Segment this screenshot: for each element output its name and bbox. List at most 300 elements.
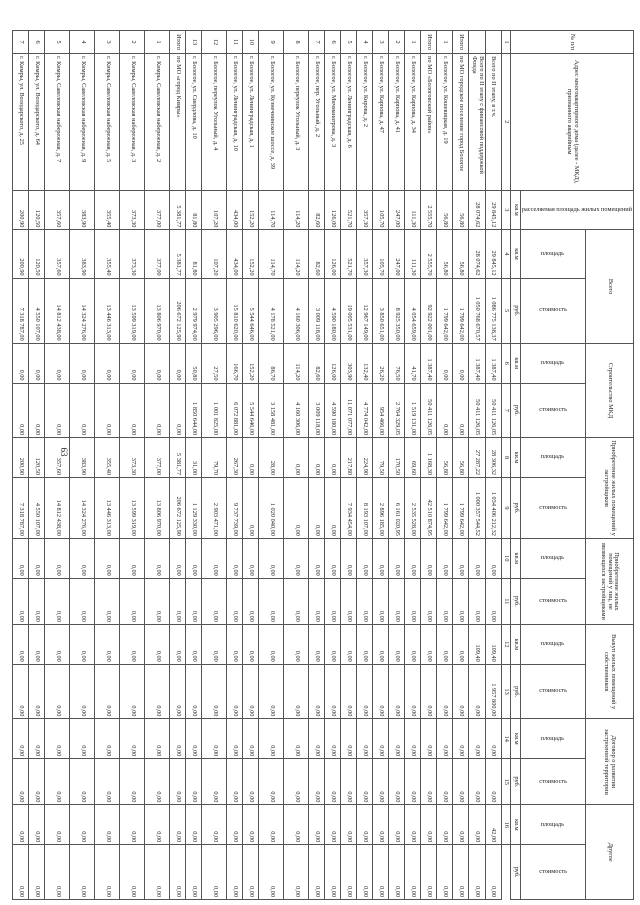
cell-area: 0,00 — [469, 719, 485, 759]
cell-area: 76,50 — [389, 343, 405, 383]
header-group-developers: Приобретение жилых помещений у застройщиков — [585, 438, 633, 539]
row-area-resettled: 357,60 — [45, 190, 70, 230]
header-unit-rub: руб. — [511, 664, 521, 719]
table-row — [469, 31, 485, 900]
cell-cost: 0,00 — [45, 845, 70, 900]
cell-area: 120,50 — [29, 230, 45, 278]
header-unit-rub: руб. — [511, 759, 521, 805]
cell-area: 0,00 — [202, 805, 227, 845]
cell-cost: 0,00 — [325, 759, 341, 805]
cell-area: 0,00 — [29, 538, 45, 578]
cell-cost: 0,00 — [145, 383, 170, 438]
cell-cost: 0,00 — [405, 578, 421, 624]
cell-area: 152,20 — [243, 230, 259, 278]
header-column-number: 12 — [501, 624, 511, 664]
cell-cost: 0,00 — [389, 759, 405, 805]
cell-cost: 0,00 — [437, 383, 453, 438]
cell-area: 114,70 — [259, 230, 284, 278]
document-page — [18, 30, 634, 900]
cell-area: 126,00 — [325, 230, 341, 278]
header-group-total: Всего — [585, 230, 633, 343]
cell-area: 0,00 — [325, 538, 341, 578]
cell-cost: 0,00 — [13, 578, 29, 624]
row-address: г. Кимры, ул. Володарского, д. 25 — [13, 54, 29, 190]
cell-cost: 0,00 — [170, 845, 186, 900]
cell-cost: 0,00 — [437, 578, 453, 624]
cell-area: 82,60 — [309, 230, 325, 278]
cell-area: 105,70 — [373, 230, 389, 278]
cell-cost: 0,00 — [170, 578, 186, 624]
cell-area: 0,00 — [227, 805, 243, 845]
header-column-number: 13 — [501, 664, 511, 719]
cell-area: 81,80 — [186, 230, 202, 278]
cell-cost: 12 967 149,00 — [357, 278, 373, 343]
row-number — [485, 31, 501, 54]
cell-area: 5 381,77 — [170, 230, 186, 278]
cell-area: 86,70 — [259, 343, 284, 383]
cell-cost: 0,00 — [357, 845, 373, 900]
cell-cost: 0,00 — [95, 578, 120, 624]
cell-area: 114,20 — [284, 230, 309, 278]
cell-cost: 11 071 077,00 — [341, 383, 357, 438]
cell-cost: 0,00 — [186, 664, 202, 719]
cell-area: 41,70 — [405, 343, 421, 383]
cell-cost: 0,00 — [485, 845, 501, 900]
cell-area: 0,00 — [453, 624, 469, 664]
cell-cost: 0,00 — [13, 845, 29, 900]
cell-area: 0,00 — [29, 343, 45, 383]
cell-cost: 4 590 180,00 — [325, 383, 341, 438]
header-unit-sqm: кв.м — [511, 438, 521, 478]
table-row — [421, 31, 437, 900]
cell-area: 26,20 — [373, 343, 389, 383]
cell-cost: 0,00 — [437, 664, 453, 719]
row-address: г. Бологое, ул. Карпова, д. 41 — [389, 54, 405, 190]
table-row — [259, 31, 284, 900]
cell-area: 434,00 — [227, 230, 243, 278]
cell-area: 0,00 — [437, 719, 453, 759]
cell-area: 1 387,40 — [421, 343, 437, 383]
cell-area: 107,20 — [202, 230, 227, 278]
cell-area: 303,90 — [341, 343, 357, 383]
cell-cost: 0,00 — [95, 383, 120, 438]
cell-cost: 0,00 — [145, 578, 170, 624]
cell-cost: 0,00 — [70, 845, 95, 900]
cell-area: 521,70 — [341, 230, 357, 278]
cell-area: 0,00 — [145, 719, 170, 759]
header-sub-cost: стоимость — [520, 278, 585, 343]
cell-area: 0,00 — [13, 719, 29, 759]
cell-cost: 4 590 180,00 — [325, 278, 341, 343]
housing-program-table — [12, 30, 634, 900]
cell-cost: 0,00 — [284, 664, 309, 719]
cell-cost: 0,00 — [421, 845, 437, 900]
cell-area: 152,20 — [243, 343, 259, 383]
cell-area: 0,00 — [13, 343, 29, 383]
row-area-resettled: 82,60 — [309, 190, 325, 230]
header-column-number: 10 — [501, 538, 511, 578]
row-address: г. Бологое, ул. Карпова, д. 34 — [405, 54, 421, 190]
cell-area: 0,00 — [437, 805, 453, 845]
header-column-number: 9 — [501, 478, 511, 539]
cell-cost: 0,00 — [202, 664, 227, 719]
cell-cost: 7 318 787,00 — [13, 278, 29, 343]
cell-cost: 0,00 — [243, 478, 259, 539]
cell-cost: 0,00 — [373, 578, 389, 624]
cell-cost: 3 905 296,00 — [202, 278, 227, 343]
cell-cost: 0,00 — [259, 845, 284, 900]
cell-area: 0,00 — [421, 538, 437, 578]
cell-cost: 0,00 — [389, 845, 405, 900]
cell-cost: 8 193 107,00 — [357, 478, 373, 539]
cell-area: 0,00 — [145, 343, 170, 383]
table-row — [243, 31, 259, 900]
cell-area: 31,00 — [186, 438, 202, 478]
cell-cost: 0,00 — [70, 664, 95, 719]
header-sub-area: площадь — [520, 805, 585, 845]
cell-cost: 0,00 — [13, 759, 29, 805]
cell-cost: 0,00 — [469, 578, 485, 624]
table-row — [309, 31, 325, 900]
cell-cost: 6 072 881,00 — [227, 383, 243, 438]
cell-cost: 1 799 642,00 — [453, 278, 469, 343]
row-area-resettled: 373,30 — [120, 190, 145, 230]
cell-area: 0,00 — [70, 343, 95, 383]
cell-cost: 2 535 528,00 — [405, 478, 421, 539]
row-number: 9 — [259, 31, 284, 54]
cell-cost: 0,00 — [120, 845, 145, 900]
cell-cost: 0,00 — [325, 478, 341, 539]
cell-cost: 6 161 020,95 — [389, 478, 405, 539]
cell-area: 0,00 — [421, 624, 437, 664]
row-number: 3 — [95, 31, 120, 54]
cell-area: 0,00 — [227, 624, 243, 664]
cell-area: 0,00 — [95, 805, 120, 845]
cell-cost: 4 178 521,00 — [259, 278, 284, 343]
cell-area: 5 381,77 — [170, 438, 186, 478]
cell-cost: 0,00 — [284, 578, 309, 624]
header-sub-area: площадь — [520, 230, 585, 278]
cell-cost: 0,00 — [29, 759, 45, 805]
cell-area: 0,00 — [373, 805, 389, 845]
table-row — [373, 31, 389, 900]
cell-area: 0,00 — [259, 538, 284, 578]
cell-area: 0,00 — [243, 438, 259, 478]
cell-area: 0,00 — [284, 719, 309, 759]
cell-cost: 1 850 644,00 — [186, 383, 202, 438]
table-row — [341, 31, 357, 900]
cell-cost: 0,00 — [145, 664, 170, 719]
cell-cost: 0,00 — [341, 759, 357, 805]
row-number: 7 — [309, 31, 325, 54]
header-column-number: 4 — [501, 230, 511, 278]
cell-cost: 0,00 — [453, 759, 469, 805]
header-group-buyout: Выкуп жилых помещений у собственников — [585, 624, 633, 718]
cell-area: 0,00 — [243, 719, 259, 759]
cell-area: 0,00 — [325, 805, 341, 845]
cell-cost: 0,00 — [170, 664, 186, 719]
cell-cost: 0,00 — [120, 578, 145, 624]
header-column-number: 3 — [501, 190, 511, 230]
cell-area: 1 387,40 — [469, 343, 485, 383]
cell-area: 200,90 — [13, 438, 29, 478]
page-number: 63 — [59, 447, 69, 457]
cell-cost: 50 411 126,05 — [469, 383, 485, 438]
table-row — [120, 31, 145, 900]
row-area-resettled: 111,30 — [405, 190, 421, 230]
cell-cost: 0,00 — [284, 478, 309, 539]
cell-cost: 19 005 531,00 — [341, 278, 357, 343]
row-number: 3 — [373, 31, 389, 54]
row-area-resettled: 29 845,12 — [485, 190, 501, 230]
header-sub-area: площадь — [520, 624, 585, 664]
cell-cost: 0,00 — [325, 578, 341, 624]
cell-area: 383,90 — [70, 438, 95, 478]
cell-cost: 0,00 — [45, 383, 70, 438]
cell-area: 217,80 — [341, 438, 357, 478]
row-address: г. Бологое, ул. Свердлова, д. 10 — [186, 54, 202, 190]
row-area-resettled: 28 074,62 — [469, 190, 485, 230]
cell-area: 0,00 — [95, 538, 120, 578]
cell-area: 200,90 — [13, 230, 29, 278]
row-address: по МО «город Кимры» — [170, 54, 186, 190]
rotated-table-container — [18, 30, 634, 900]
header-sub-area: площадь — [520, 719, 585, 759]
header-no: № п/п — [511, 31, 634, 54]
cell-area: 0,00 — [120, 719, 145, 759]
row-area-resettled: 434,00 — [227, 190, 243, 230]
cell-cost: 0,00 — [45, 578, 70, 624]
header-column-number: 15 — [501, 759, 511, 805]
cell-cost: 1 086 775 138,37 — [485, 278, 501, 343]
cell-cost: 1 020 040,00 — [259, 478, 284, 539]
cell-cost: 0,00 — [405, 759, 421, 805]
cell-area: 0,00 — [453, 719, 469, 759]
cell-area: 0,00 — [259, 805, 284, 845]
table-row — [29, 31, 45, 900]
cell-area: 132,40 — [357, 343, 373, 383]
cell-area: 28,00 — [259, 438, 284, 478]
cell-cost: 1 050 768 670,57 — [469, 278, 485, 343]
cell-area: 0,00 — [170, 719, 186, 759]
table-header — [501, 31, 633, 900]
cell-area: 0,00 — [70, 719, 95, 759]
row-number: 1 — [145, 31, 170, 54]
cell-cost: 0,00 — [186, 578, 202, 624]
table-row — [437, 31, 453, 900]
cell-cost: 0,00 — [45, 664, 70, 719]
cell-cost: 0,00 — [243, 845, 259, 900]
cell-cost: 0,00 — [120, 759, 145, 805]
table-row — [95, 31, 120, 900]
cell-area: 0,00 — [243, 624, 259, 664]
cell-area: 56,80 — [453, 438, 469, 478]
cell-area: 0,00 — [357, 719, 373, 759]
cell-cost: 0,00 — [170, 383, 186, 438]
cell-area: 0,00 — [284, 538, 309, 578]
cell-area: 0,00 — [13, 805, 29, 845]
cell-cost: 0,00 — [95, 845, 120, 900]
cell-cost: 92 922 001,00 — [421, 278, 437, 343]
header-unit-rub: руб. — [511, 578, 521, 624]
table-row — [485, 31, 501, 900]
cell-cost: 0,00 — [120, 664, 145, 719]
cell-area: 0,00 — [45, 805, 70, 845]
cell-area: 0,00 — [437, 343, 453, 383]
cell-cost: 4 550 107,00 — [29, 478, 45, 539]
header-sub-cost: стоимость — [520, 383, 585, 438]
row-area-resettled: 377,00 — [145, 190, 170, 230]
row-address: г. Кимры, Савеловская набережная, д. 2 — [145, 54, 170, 190]
cell-area: 1 387,40 — [485, 343, 501, 383]
table-row — [13, 31, 29, 900]
row-number: 13 — [186, 31, 202, 54]
cell-area: 166,70 — [227, 343, 243, 383]
row-address: Всего по II этапу, в т.ч. — [485, 54, 501, 190]
cell-cost: 0,00 — [95, 664, 120, 719]
row-number: 5 — [341, 31, 357, 54]
cell-area: 0,00 — [120, 538, 145, 578]
cell-area: 0,00 — [405, 538, 421, 578]
cell-cost: 0,00 — [259, 578, 284, 624]
header-sub-cost: стоимость — [520, 664, 585, 719]
cell-area: 0,00 — [389, 805, 405, 845]
cell-cost: 2 896 185,00 — [373, 478, 389, 539]
cell-cost: 0,00 — [357, 759, 373, 805]
header-column-number: 11 — [501, 578, 511, 624]
header-column-number: 6 — [501, 343, 511, 383]
row-number: Итого — [421, 31, 437, 54]
cell-area: 0,00 — [45, 538, 70, 578]
cell-area: 0,00 — [309, 719, 325, 759]
row-address: г. Кимры, Савеловская набережная, д. 7 — [45, 54, 70, 190]
cell-cost: 0,00 — [120, 383, 145, 438]
cell-cost: 0,00 — [357, 578, 373, 624]
header-unit-sqm: кв.м — [511, 624, 521, 664]
row-address: Всего по II этапу с финансовой поддержкой Фонда — [469, 54, 485, 190]
header-unit-sqm: кв.м — [511, 719, 521, 759]
row-area-resettled: 357,30 — [357, 190, 373, 230]
cell-area: 0,00 — [170, 538, 186, 578]
cell-cost: 0,00 — [202, 578, 227, 624]
cell-cost: 0,00 — [284, 845, 309, 900]
header-sub-cost: стоимость — [520, 759, 585, 805]
table-row — [170, 31, 186, 900]
row-address: г. Бологое, ул. Мичманатрова, д. 3 — [325, 54, 341, 190]
cell-area: 0,00 — [469, 805, 485, 845]
cell-cost: 0,00 — [227, 578, 243, 624]
cell-cost: 0,00 — [453, 845, 469, 900]
cell-cost: 0,00 — [13, 664, 29, 719]
cell-area: 0,00 — [341, 624, 357, 664]
row-area-resettled: 114,70 — [259, 190, 284, 230]
cell-cost: 0,00 — [259, 664, 284, 719]
header-group-other: Другое — [585, 805, 633, 900]
cell-area: 0,00 — [186, 719, 202, 759]
row-address: по МО «Бологовский район» — [421, 54, 437, 190]
row-number: 1 — [437, 31, 453, 54]
cell-area: 0,00 — [453, 343, 469, 383]
cell-area: 0,00 — [170, 805, 186, 845]
cell-cost: 0,00 — [309, 664, 325, 719]
cell-cost: 0,00 — [373, 664, 389, 719]
cell-area: 0,00 — [341, 538, 357, 578]
cell-area: 0,00 — [485, 538, 501, 578]
cell-area: 0,00 — [202, 538, 227, 578]
cell-cost: 0,00 — [29, 664, 45, 719]
cell-area: 56,80 — [437, 438, 453, 478]
cell-area: 0,00 — [357, 805, 373, 845]
cell-area: 0,00 — [357, 624, 373, 664]
cell-cost: 1 000 357 544,52 — [469, 478, 485, 539]
cell-cost: 0,00 — [325, 845, 341, 900]
row-area-resettled: 5 381,77 — [170, 190, 186, 230]
cell-area: 0,00 — [309, 538, 325, 578]
cell-cost: 0,00 — [70, 759, 95, 805]
cell-cost: 7 934 454,00 — [341, 478, 357, 539]
row-number: 4 — [70, 31, 95, 54]
cell-area: 377,00 — [145, 230, 170, 278]
cell-area: 355,40 — [95, 230, 120, 278]
cell-area: 357,60 — [45, 230, 70, 278]
cell-area: 0,00 — [13, 538, 29, 578]
cell-cost: 13 446 313,00 — [95, 478, 120, 539]
cell-cost: 4 160 306,00 — [284, 383, 309, 438]
cell-area: 28 074,62 — [469, 230, 485, 278]
cell-cost: 0,00 — [373, 759, 389, 805]
table-body — [13, 31, 501, 900]
cell-cost: 14 324 276,00 — [70, 278, 95, 343]
row-number: Итого — [170, 31, 186, 54]
cell-cost: 9 737 739,00 — [227, 478, 243, 539]
cell-area: 42,00 — [485, 805, 501, 845]
cell-cost: 7 318 787,00 — [13, 478, 29, 539]
cell-area: 0,00 — [453, 538, 469, 578]
cell-cost: 50 411 126,05 — [421, 383, 437, 438]
cell-cost: 0,00 — [95, 759, 120, 805]
cell-cost: 2 979 974,00 — [186, 278, 202, 343]
cell-cost: 0,00 — [13, 383, 29, 438]
cell-area: 0,00 — [227, 719, 243, 759]
header-group-non-developers: Приобретение жилых помещений у лиц, не являющихся застройщиками — [585, 538, 633, 624]
cell-area: 377,00 — [145, 438, 170, 478]
row-area-resettled: 105,70 — [373, 190, 389, 230]
cell-cost: 1 034 406 212,32 — [485, 478, 501, 539]
header-column-number: 1 — [501, 31, 511, 54]
row-number: 6 — [325, 31, 341, 54]
cell-area: 0,00 — [405, 624, 421, 664]
cell-cost: 0,00 — [202, 845, 227, 900]
header-column-number: 7 — [501, 383, 511, 438]
cell-cost: 13 599 319,00 — [120, 478, 145, 539]
cell-area: 0,00 — [453, 805, 469, 845]
row-area-resettled: 383,90 — [70, 190, 95, 230]
row-area-resettled: 152,20 — [243, 190, 259, 230]
cell-cost: 5 544 646,00 — [243, 278, 259, 343]
header-group-construction: Строительство МКД — [585, 343, 633, 437]
cell-area: 0,00 — [325, 438, 341, 478]
cell-cost: 4 550 107,00 — [29, 278, 45, 343]
header-unit-rub: руб. — [511, 278, 521, 343]
cell-cost: 0,00 — [421, 578, 437, 624]
cell-cost: 0,00 — [437, 759, 453, 805]
cell-cost: 1 799 642,00 — [437, 278, 453, 343]
table-row — [284, 31, 309, 900]
cell-cost: 0,00 — [70, 383, 95, 438]
cell-cost: 13 599 319,00 — [120, 278, 145, 343]
row-number: 12 — [202, 31, 227, 54]
header-address: Адрес многоквартирного дома (далее - МКД), признанного аварийным — [511, 54, 634, 190]
